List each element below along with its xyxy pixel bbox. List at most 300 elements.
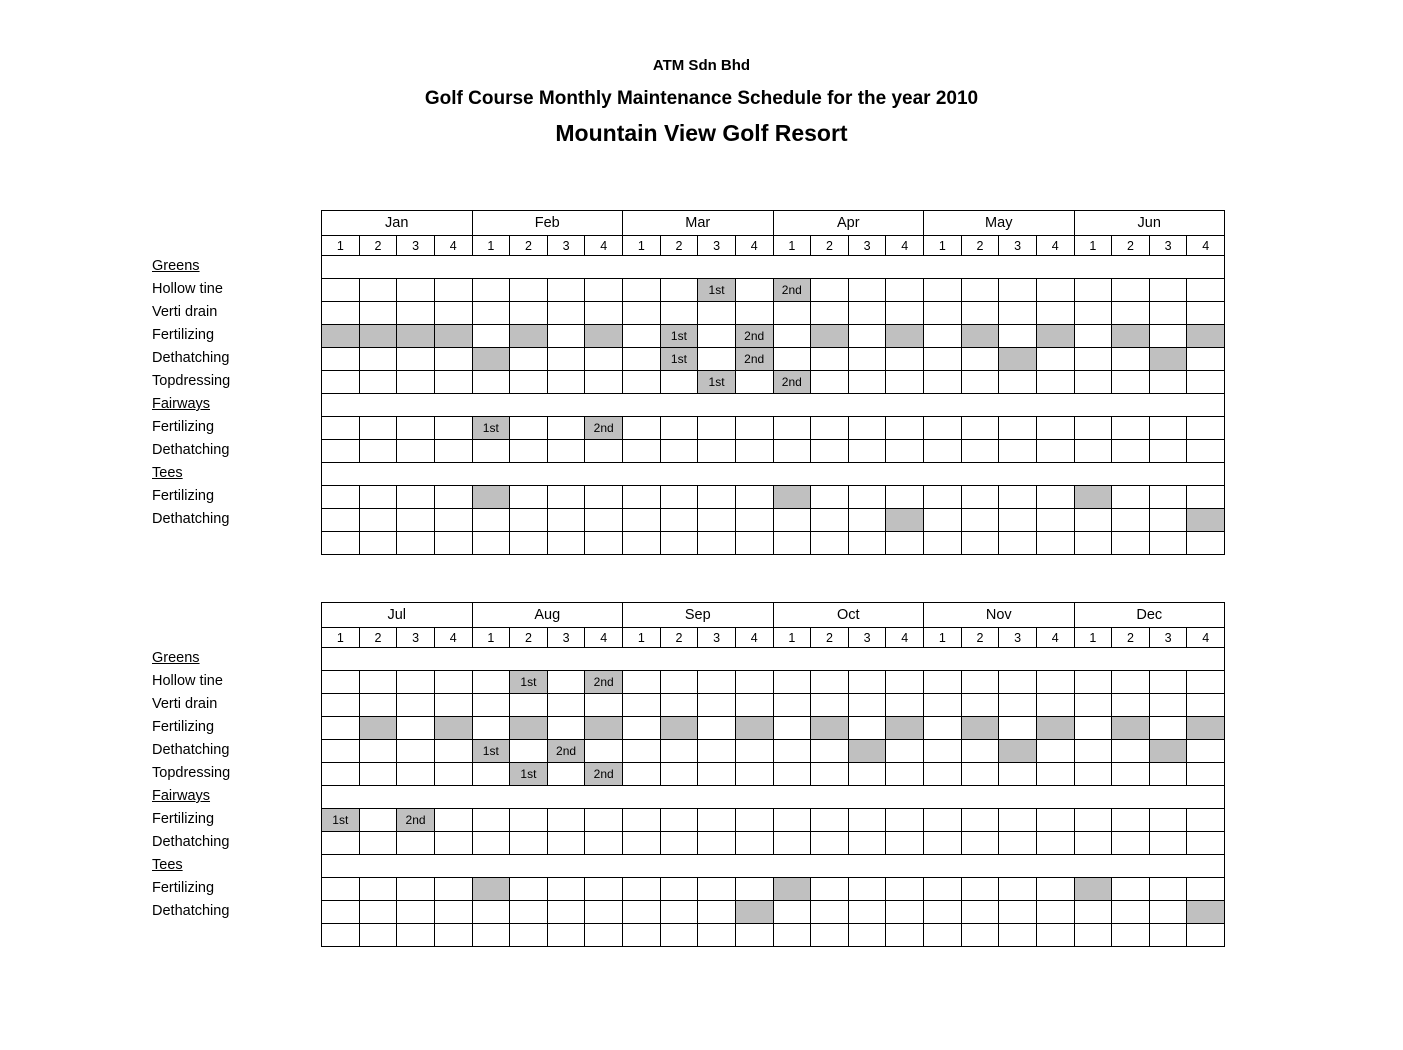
schedule-cell[interactable] — [359, 417, 397, 440]
schedule-cell[interactable] — [623, 440, 661, 463]
schedule-cell[interactable] — [1036, 532, 1074, 555]
schedule-cell[interactable] — [811, 671, 849, 694]
schedule-cell[interactable] — [510, 371, 548, 394]
schedule-cell-marked[interactable]: 1st — [322, 809, 360, 832]
schedule-cell-marked[interactable] — [1187, 717, 1225, 740]
schedule-cell[interactable] — [472, 325, 510, 348]
schedule-cell[interactable] — [547, 694, 585, 717]
schedule-cell[interactable] — [1112, 924, 1150, 947]
schedule-cell[interactable] — [1187, 694, 1225, 717]
schedule-cell[interactable] — [1187, 302, 1225, 325]
schedule-cell[interactable] — [1187, 924, 1225, 947]
schedule-cell[interactable] — [735, 878, 773, 901]
schedule-cell[interactable] — [773, 694, 811, 717]
schedule-cell[interactable] — [510, 924, 548, 947]
schedule-cell[interactable] — [698, 417, 736, 440]
schedule-cell[interactable] — [999, 671, 1037, 694]
schedule-cell[interactable] — [623, 509, 661, 532]
schedule-cell[interactable] — [811, 417, 849, 440]
schedule-cell[interactable] — [735, 809, 773, 832]
schedule-cell[interactable] — [1074, 671, 1112, 694]
schedule-cell[interactable] — [1112, 509, 1150, 532]
schedule-cell[interactable] — [472, 440, 510, 463]
schedule-cell[interactable] — [698, 763, 736, 786]
schedule-cell[interactable] — [397, 671, 435, 694]
schedule-cell[interactable] — [698, 878, 736, 901]
schedule-cell[interactable] — [322, 924, 360, 947]
schedule-cell[interactable] — [1036, 671, 1074, 694]
schedule-cell[interactable] — [322, 717, 360, 740]
schedule-cell[interactable] — [510, 532, 548, 555]
schedule-cell[interactable] — [773, 440, 811, 463]
schedule-cell[interactable] — [999, 325, 1037, 348]
schedule-cell[interactable] — [585, 532, 623, 555]
schedule-cell-marked[interactable]: 1st — [472, 417, 510, 440]
schedule-cell[interactable] — [397, 532, 435, 555]
schedule-cell-marked[interactable] — [472, 878, 510, 901]
schedule-cell[interactable] — [811, 348, 849, 371]
schedule-cell-marked[interactable]: 1st — [660, 325, 698, 348]
schedule-cell[interactable] — [924, 671, 962, 694]
schedule-cell[interactable] — [698, 509, 736, 532]
schedule-cell[interactable] — [660, 302, 698, 325]
schedule-cell[interactable] — [359, 740, 397, 763]
schedule-cell[interactable] — [1074, 532, 1112, 555]
schedule-cell[interactable] — [547, 809, 585, 832]
schedule-cell[interactable] — [999, 832, 1037, 855]
schedule-cell[interactable] — [1074, 440, 1112, 463]
schedule-cell[interactable] — [773, 325, 811, 348]
schedule-cell[interactable] — [735, 694, 773, 717]
schedule-cell[interactable] — [961, 763, 999, 786]
schedule-cell[interactable] — [623, 671, 661, 694]
schedule-cell-marked[interactable] — [585, 325, 623, 348]
schedule-cell[interactable] — [848, 878, 886, 901]
schedule-cell[interactable] — [1149, 417, 1187, 440]
schedule-cell[interactable] — [1112, 740, 1150, 763]
schedule-cell[interactable] — [547, 671, 585, 694]
schedule-cell[interactable] — [773, 763, 811, 786]
schedule-cell[interactable] — [961, 901, 999, 924]
schedule-cell-marked[interactable] — [1149, 740, 1187, 763]
schedule-cell[interactable] — [961, 809, 999, 832]
schedule-cell[interactable] — [397, 924, 435, 947]
schedule-cell[interactable] — [1149, 486, 1187, 509]
schedule-cell-marked[interactable] — [735, 901, 773, 924]
schedule-cell-marked[interactable]: 2nd — [773, 279, 811, 302]
schedule-cell[interactable] — [359, 763, 397, 786]
schedule-cell[interactable] — [961, 740, 999, 763]
schedule-cell-marked[interactable]: 1st — [510, 671, 548, 694]
schedule-cell[interactable] — [773, 348, 811, 371]
schedule-cell[interactable] — [1112, 532, 1150, 555]
schedule-cell[interactable] — [322, 417, 360, 440]
schedule-cell[interactable] — [1112, 302, 1150, 325]
schedule-cell-marked[interactable] — [773, 878, 811, 901]
schedule-cell[interactable] — [999, 532, 1037, 555]
schedule-cell[interactable] — [359, 302, 397, 325]
schedule-cell[interactable] — [811, 878, 849, 901]
schedule-cell[interactable] — [735, 832, 773, 855]
schedule-cell[interactable] — [547, 901, 585, 924]
schedule-cell[interactable] — [886, 901, 924, 924]
schedule-cell[interactable] — [735, 763, 773, 786]
schedule-cell-marked[interactable] — [811, 717, 849, 740]
schedule-cell[interactable] — [924, 763, 962, 786]
schedule-cell[interactable] — [434, 671, 472, 694]
schedule-cell[interactable] — [698, 809, 736, 832]
schedule-cell[interactable] — [886, 348, 924, 371]
schedule-cell[interactable] — [359, 486, 397, 509]
schedule-cell[interactable] — [735, 532, 773, 555]
schedule-cell[interactable] — [1187, 279, 1225, 302]
schedule-cell[interactable] — [735, 279, 773, 302]
schedule-cell[interactable] — [961, 694, 999, 717]
schedule-cell[interactable] — [698, 832, 736, 855]
schedule-cell[interactable] — [1074, 740, 1112, 763]
schedule-cell[interactable] — [961, 486, 999, 509]
schedule-cell[interactable] — [1074, 694, 1112, 717]
schedule-cell[interactable] — [961, 440, 999, 463]
schedule-cell[interactable] — [848, 486, 886, 509]
schedule-cell[interactable] — [397, 417, 435, 440]
schedule-cell-marked[interactable] — [434, 325, 472, 348]
schedule-cell-marked[interactable]: 2nd — [585, 763, 623, 786]
schedule-cell[interactable] — [434, 763, 472, 786]
schedule-cell-marked[interactable] — [585, 717, 623, 740]
schedule-cell[interactable] — [848, 325, 886, 348]
schedule-cell[interactable] — [510, 878, 548, 901]
schedule-cell[interactable] — [735, 740, 773, 763]
schedule-cell[interactable] — [1036, 302, 1074, 325]
schedule-cell[interactable] — [472, 671, 510, 694]
schedule-cell[interactable] — [1187, 348, 1225, 371]
schedule-cell[interactable] — [359, 694, 397, 717]
schedule-cell[interactable] — [1112, 832, 1150, 855]
schedule-cell[interactable] — [547, 878, 585, 901]
schedule-cell[interactable] — [924, 486, 962, 509]
schedule-cell[interactable] — [547, 763, 585, 786]
schedule-cell[interactable] — [735, 371, 773, 394]
schedule-cell[interactable] — [961, 878, 999, 901]
schedule-cell[interactable] — [999, 302, 1037, 325]
schedule-cell[interactable] — [886, 694, 924, 717]
schedule-cell[interactable] — [322, 832, 360, 855]
schedule-cell[interactable] — [961, 532, 999, 555]
schedule-cell[interactable] — [1036, 878, 1074, 901]
schedule-cell-marked[interactable] — [848, 740, 886, 763]
schedule-cell[interactable] — [698, 325, 736, 348]
schedule-cell-marked[interactable] — [472, 486, 510, 509]
schedule-cell-marked[interactable] — [773, 486, 811, 509]
schedule-cell[interactable] — [811, 279, 849, 302]
schedule-cell[interactable] — [585, 901, 623, 924]
schedule-cell[interactable] — [924, 740, 962, 763]
schedule-cell[interactable] — [848, 694, 886, 717]
schedule-cell[interactable] — [585, 348, 623, 371]
schedule-cell[interactable] — [472, 302, 510, 325]
schedule-cell[interactable] — [999, 878, 1037, 901]
schedule-cell[interactable] — [1036, 832, 1074, 855]
schedule-cell[interactable] — [1187, 417, 1225, 440]
schedule-cell[interactable] — [961, 671, 999, 694]
schedule-cell[interactable] — [434, 901, 472, 924]
schedule-cell[interactable] — [510, 417, 548, 440]
schedule-cell[interactable] — [434, 532, 472, 555]
schedule-cell[interactable] — [1187, 440, 1225, 463]
schedule-cell[interactable] — [660, 901, 698, 924]
schedule-cell[interactable] — [472, 763, 510, 786]
schedule-cell[interactable] — [1074, 509, 1112, 532]
schedule-cell[interactable] — [585, 486, 623, 509]
schedule-cell[interactable] — [660, 279, 698, 302]
schedule-cell-marked[interactable] — [961, 325, 999, 348]
schedule-cell[interactable] — [547, 325, 585, 348]
schedule-cell[interactable] — [848, 763, 886, 786]
schedule-cell[interactable] — [434, 371, 472, 394]
schedule-cell[interactable] — [811, 740, 849, 763]
schedule-cell[interactable] — [585, 740, 623, 763]
schedule-cell[interactable] — [999, 509, 1037, 532]
schedule-cell[interactable] — [848, 279, 886, 302]
schedule-cell[interactable] — [1074, 348, 1112, 371]
schedule-cell-marked[interactable] — [434, 717, 472, 740]
schedule-cell[interactable] — [999, 924, 1037, 947]
schedule-cell[interactable] — [1036, 486, 1074, 509]
schedule-cell[interactable] — [623, 325, 661, 348]
schedule-cell[interactable] — [623, 924, 661, 947]
schedule-cell[interactable] — [848, 440, 886, 463]
schedule-cell[interactable] — [848, 302, 886, 325]
schedule-cell[interactable] — [359, 878, 397, 901]
schedule-cell[interactable] — [698, 924, 736, 947]
schedule-cell[interactable] — [924, 302, 962, 325]
schedule-cell[interactable] — [359, 901, 397, 924]
schedule-cell[interactable] — [322, 302, 360, 325]
schedule-cell[interactable] — [811, 371, 849, 394]
schedule-cell[interactable] — [585, 279, 623, 302]
schedule-cell[interactable] — [547, 509, 585, 532]
schedule-cell[interactable] — [886, 302, 924, 325]
schedule-cell[interactable] — [1074, 763, 1112, 786]
schedule-cell[interactable] — [735, 486, 773, 509]
schedule-cell[interactable] — [623, 279, 661, 302]
schedule-cell-marked[interactable]: 2nd — [547, 740, 585, 763]
schedule-cell[interactable] — [547, 302, 585, 325]
schedule-cell[interactable] — [472, 532, 510, 555]
schedule-cell[interactable] — [472, 924, 510, 947]
schedule-cell-marked[interactable] — [1036, 717, 1074, 740]
schedule-cell[interactable] — [510, 740, 548, 763]
schedule-cell[interactable] — [359, 671, 397, 694]
schedule-cell[interactable] — [1187, 832, 1225, 855]
schedule-cell[interactable] — [999, 694, 1037, 717]
schedule-cell[interactable] — [472, 901, 510, 924]
schedule-cell[interactable] — [434, 509, 472, 532]
schedule-cell[interactable] — [322, 763, 360, 786]
schedule-cell[interactable] — [585, 924, 623, 947]
schedule-cell[interactable] — [886, 809, 924, 832]
schedule-cell[interactable] — [322, 440, 360, 463]
schedule-cell[interactable] — [1112, 348, 1150, 371]
schedule-cell[interactable] — [773, 302, 811, 325]
schedule-cell[interactable] — [1112, 417, 1150, 440]
schedule-cell-marked[interactable] — [1036, 325, 1074, 348]
schedule-cell[interactable] — [397, 763, 435, 786]
schedule-cell[interactable] — [848, 717, 886, 740]
schedule-cell[interactable] — [999, 486, 1037, 509]
schedule-cell[interactable] — [623, 348, 661, 371]
schedule-cell[interactable] — [811, 809, 849, 832]
schedule-cell[interactable] — [924, 532, 962, 555]
schedule-cell[interactable] — [735, 440, 773, 463]
schedule-cell[interactable] — [886, 878, 924, 901]
schedule-cell[interactable] — [359, 440, 397, 463]
schedule-cell[interactable] — [510, 832, 548, 855]
schedule-cell[interactable] — [585, 694, 623, 717]
schedule-cell[interactable] — [773, 740, 811, 763]
schedule-cell[interactable] — [623, 717, 661, 740]
schedule-cell[interactable] — [660, 440, 698, 463]
schedule-cell[interactable] — [698, 348, 736, 371]
schedule-cell[interactable] — [1074, 325, 1112, 348]
schedule-cell[interactable] — [811, 509, 849, 532]
schedule-cell[interactable] — [1036, 371, 1074, 394]
schedule-cell[interactable] — [585, 371, 623, 394]
schedule-cell[interactable] — [359, 924, 397, 947]
schedule-cell[interactable] — [660, 371, 698, 394]
schedule-cell[interactable] — [510, 279, 548, 302]
schedule-cell[interactable] — [510, 302, 548, 325]
schedule-cell[interactable] — [472, 279, 510, 302]
schedule-cell[interactable] — [397, 901, 435, 924]
schedule-cell[interactable] — [1036, 440, 1074, 463]
schedule-cell[interactable] — [1187, 740, 1225, 763]
schedule-cell[interactable] — [623, 694, 661, 717]
schedule-cell[interactable] — [547, 279, 585, 302]
schedule-cell[interactable] — [434, 348, 472, 371]
schedule-cell[interactable] — [1074, 924, 1112, 947]
schedule-cell[interactable] — [924, 832, 962, 855]
schedule-cell[interactable] — [924, 348, 962, 371]
schedule-cell[interactable] — [547, 348, 585, 371]
schedule-cell[interactable] — [397, 371, 435, 394]
schedule-cell[interactable] — [886, 417, 924, 440]
schedule-cell[interactable] — [886, 763, 924, 786]
schedule-cell[interactable] — [359, 348, 397, 371]
schedule-cell[interactable] — [660, 509, 698, 532]
schedule-cell[interactable] — [322, 348, 360, 371]
schedule-cell-marked[interactable] — [1074, 878, 1112, 901]
schedule-cell[interactable] — [322, 532, 360, 555]
schedule-cell[interactable] — [773, 717, 811, 740]
schedule-cell[interactable] — [623, 809, 661, 832]
schedule-cell[interactable] — [924, 878, 962, 901]
schedule-cell[interactable] — [961, 348, 999, 371]
schedule-cell[interactable] — [472, 717, 510, 740]
schedule-cell[interactable] — [585, 809, 623, 832]
schedule-cell[interactable] — [359, 809, 397, 832]
schedule-cell-marked[interactable] — [1074, 486, 1112, 509]
schedule-cell[interactable] — [1112, 694, 1150, 717]
schedule-cell[interactable] — [773, 924, 811, 947]
schedule-cell[interactable] — [434, 809, 472, 832]
schedule-cell[interactable] — [585, 509, 623, 532]
schedule-cell-marked[interactable] — [1187, 509, 1225, 532]
schedule-cell[interactable] — [886, 486, 924, 509]
schedule-cell[interactable] — [848, 509, 886, 532]
schedule-cell[interactable] — [773, 509, 811, 532]
schedule-cell[interactable] — [1036, 417, 1074, 440]
schedule-cell[interactable] — [623, 417, 661, 440]
schedule-cell[interactable] — [924, 509, 962, 532]
schedule-cell[interactable] — [1187, 809, 1225, 832]
schedule-cell[interactable] — [1036, 924, 1074, 947]
schedule-cell[interactable] — [999, 763, 1037, 786]
schedule-cell[interactable] — [623, 486, 661, 509]
schedule-cell[interactable] — [1036, 901, 1074, 924]
schedule-cell[interactable] — [322, 901, 360, 924]
schedule-cell[interactable] — [773, 901, 811, 924]
schedule-cell-marked[interactable] — [510, 325, 548, 348]
schedule-cell[interactable] — [1149, 371, 1187, 394]
schedule-cell[interactable] — [359, 371, 397, 394]
schedule-cell[interactable] — [472, 809, 510, 832]
schedule-cell[interactable] — [811, 832, 849, 855]
schedule-cell[interactable] — [1074, 417, 1112, 440]
schedule-cell[interactable] — [359, 509, 397, 532]
schedule-cell-marked[interactable] — [1187, 325, 1225, 348]
schedule-cell[interactable] — [660, 486, 698, 509]
schedule-cell[interactable] — [434, 740, 472, 763]
schedule-cell[interactable] — [660, 740, 698, 763]
schedule-cell[interactable] — [585, 302, 623, 325]
schedule-cell-marked[interactable] — [1112, 717, 1150, 740]
schedule-cell[interactable] — [397, 740, 435, 763]
schedule-cell[interactable] — [1149, 302, 1187, 325]
schedule-cell[interactable] — [848, 924, 886, 947]
schedule-cell[interactable] — [1074, 809, 1112, 832]
schedule-cell[interactable] — [472, 832, 510, 855]
schedule-cell[interactable] — [735, 302, 773, 325]
schedule-cell[interactable] — [924, 371, 962, 394]
schedule-cell[interactable] — [848, 371, 886, 394]
schedule-cell[interactable] — [811, 486, 849, 509]
schedule-cell[interactable] — [434, 832, 472, 855]
schedule-cell[interactable] — [660, 694, 698, 717]
schedule-cell[interactable] — [924, 325, 962, 348]
schedule-cell[interactable] — [999, 417, 1037, 440]
schedule-cell[interactable] — [886, 924, 924, 947]
schedule-cell[interactable] — [1036, 279, 1074, 302]
schedule-cell[interactable] — [1036, 509, 1074, 532]
schedule-cell-marked[interactable]: 2nd — [735, 348, 773, 371]
schedule-cell[interactable] — [510, 486, 548, 509]
schedule-cell[interactable] — [1149, 878, 1187, 901]
schedule-cell-marked[interactable] — [886, 509, 924, 532]
schedule-cell[interactable] — [999, 279, 1037, 302]
schedule-cell[interactable] — [397, 878, 435, 901]
schedule-cell[interactable] — [623, 878, 661, 901]
schedule-cell[interactable] — [886, 371, 924, 394]
schedule-cell[interactable] — [322, 509, 360, 532]
schedule-cell[interactable] — [961, 279, 999, 302]
schedule-cell[interactable] — [660, 878, 698, 901]
schedule-cell[interactable] — [472, 694, 510, 717]
schedule-cell[interactable] — [961, 832, 999, 855]
schedule-cell[interactable] — [961, 417, 999, 440]
schedule-cell[interactable] — [660, 671, 698, 694]
